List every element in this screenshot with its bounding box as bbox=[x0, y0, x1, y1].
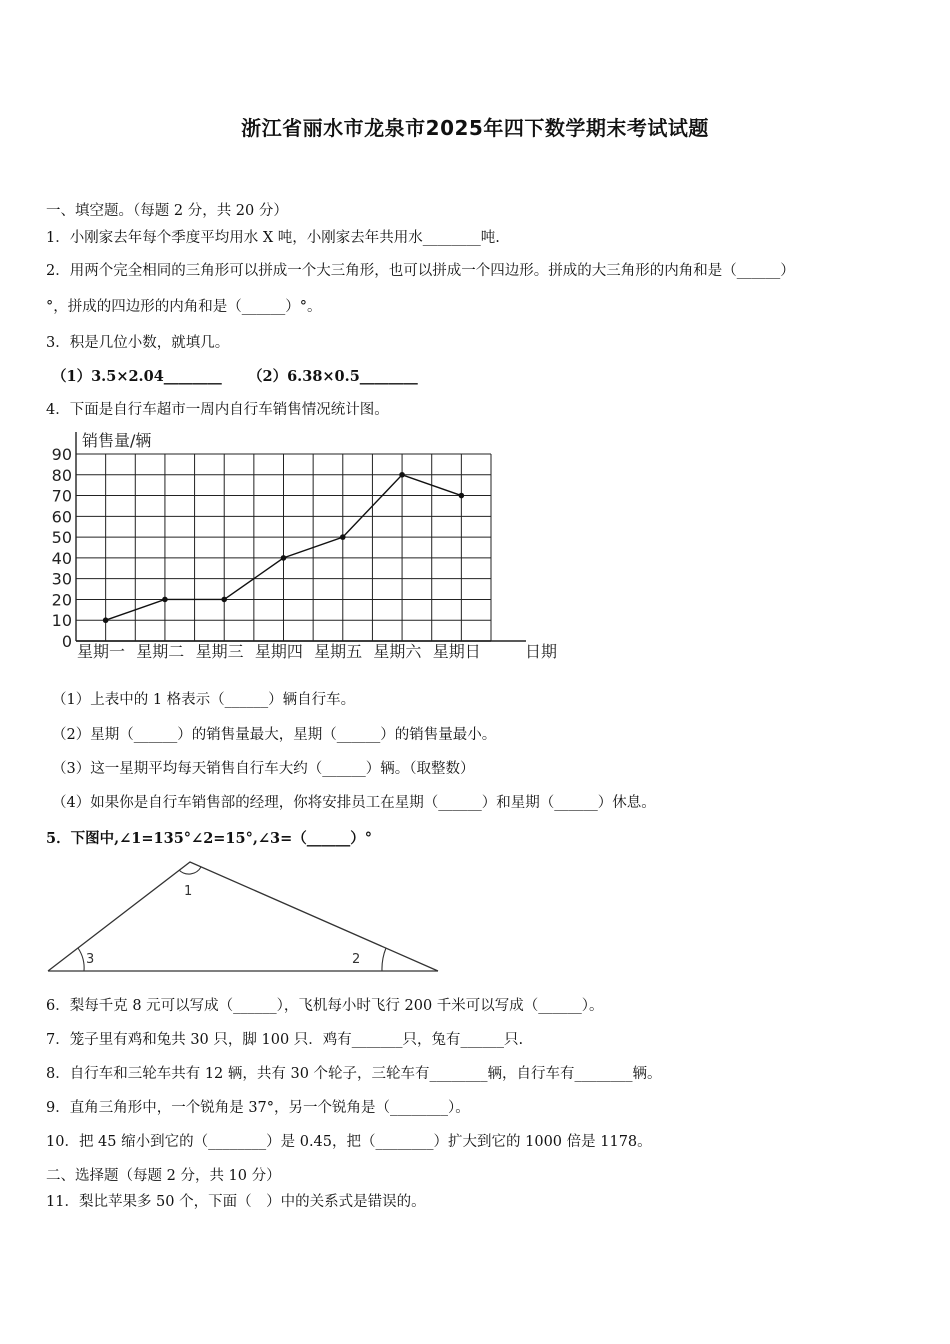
bicycle-sales-line-chart bbox=[40, 428, 580, 668]
question-2-line-1: 2．用两个完全相同的三角形可以拼成一个大三角形，也可以拼成一个四边形。拼成的大三角形的内角和是（______） bbox=[46, 263, 795, 279]
page-title: 浙江省丽水市龙泉市2025年四下数学期末考试试题 bbox=[241, 116, 709, 140]
chart-data-point bbox=[281, 555, 287, 561]
chart-data-point bbox=[399, 472, 405, 478]
triangle-figure bbox=[44, 858, 444, 978]
chart-x-tick-label: 星期日 bbox=[432, 642, 481, 661]
chart-y-tick-label: 60 bbox=[51, 507, 72, 527]
angle-2-label: 2 bbox=[352, 952, 361, 967]
chart-x-tick-label: 星期三 bbox=[195, 642, 244, 661]
question-8: 8．自行车和三轮车共有 12 辆，共有 30 个轮子，三轮车有________辆，自行车有________辆。 bbox=[46, 1066, 662, 1082]
angle-3-label: 3 bbox=[86, 952, 95, 967]
chart-y-tick-label: 10 bbox=[51, 611, 72, 631]
chart-y-tick-label: 0 bbox=[61, 632, 72, 651]
question-1: 1．小刚家去年每个季度平均用水 X 吨，小刚家去年共用水________吨. bbox=[46, 230, 500, 246]
question-4: 4．下面是自行车超市一周内自行车销售情况统计图。 bbox=[46, 402, 389, 418]
question-3-part-2: （2）6.38×0.5________ bbox=[248, 368, 418, 385]
question-5: 5．下图中,∠1=135°∠2=15°,∠3=（______）° bbox=[46, 830, 373, 847]
question-4-part-4: （4）如果你是自行车销售部的经理，你将安排员工在星期（______）和星期（______）休息。 bbox=[52, 795, 656, 811]
angle-3-arc bbox=[78, 948, 84, 971]
question-9: 9．直角三角形中，一个锐角是 37°，另一个锐角是（________）。 bbox=[46, 1100, 470, 1116]
chart-y-axis-label: 销售量/辆 bbox=[82, 431, 152, 450]
question-3: 3．积是几位小数，就填几。 bbox=[46, 335, 230, 351]
chart-y-tick-label: 90 bbox=[51, 445, 72, 464]
question-2-line-2: °，拼成的四边形的内角和是（______）°。 bbox=[46, 299, 322, 315]
angle-1-label: 1 bbox=[184, 884, 193, 899]
chart-x-tick-label: 星期二 bbox=[136, 642, 185, 661]
chart-y-tick-label: 20 bbox=[51, 590, 72, 610]
chart-x-tick-label: 星期六 bbox=[373, 642, 422, 661]
question-4-part-3: （3）这一星期平均每天销售自行车大约（______）辆。（取整数） bbox=[52, 761, 475, 777]
chart-y-tick-label: 40 bbox=[51, 548, 72, 568]
chart-y-tick-label: 50 bbox=[51, 528, 72, 548]
question-4-part-1: （1）上表中的 1 格表示（______）辆自行车。 bbox=[52, 692, 356, 708]
question-7: 7．笼子里有鸡和兔共 30 只，脚 100 只．鸡有_______只，兔有______只. bbox=[46, 1032, 524, 1048]
section-heading-multiple-choice: 二、选择题（每题 2 分，共 10 分） bbox=[46, 1168, 281, 1184]
chart-data-point bbox=[459, 493, 465, 499]
chart-y-tick-label: 80 bbox=[51, 465, 72, 485]
question-3-part-1: （1）3.5×2.04________ bbox=[52, 368, 222, 385]
question-4-part-2: （2）星期（______）的销售量最大，星期（______）的销售量最小。 bbox=[52, 727, 497, 743]
question-11: 11．梨比苹果多 50 个，下面（ ）中的关系式是错误的。 bbox=[46, 1194, 426, 1210]
question-10: 10．把 45 缩小到它的（________）是 0.45，把（________）扩大到它的 1000 倍是 1178。 bbox=[46, 1134, 652, 1150]
chart-x-tick-label: 星期四 bbox=[254, 642, 303, 661]
chart-x-axis-label: 日期 bbox=[525, 642, 558, 661]
chart-x-tick-label: 星期五 bbox=[314, 642, 363, 661]
angle-2-arc bbox=[382, 948, 386, 971]
chart-data-point bbox=[340, 534, 346, 540]
chart-y-tick-label: 30 bbox=[51, 569, 72, 589]
section-heading-fill-blank: 一、填空题。（每题 2 分，共 20 分） bbox=[46, 203, 288, 219]
chart-data-point bbox=[221, 597, 227, 603]
triangle-sides bbox=[48, 862, 438, 971]
chart-x-tick-label: 星期一 bbox=[77, 642, 126, 661]
chart-y-tick-label: 70 bbox=[51, 486, 72, 506]
chart-data-point bbox=[162, 597, 168, 603]
question-6: 6．梨每千克 8 元可以写成（______），飞机每小时飞行 200 千米可以写成（______）。 bbox=[46, 998, 604, 1014]
chart-data-point bbox=[103, 617, 109, 623]
